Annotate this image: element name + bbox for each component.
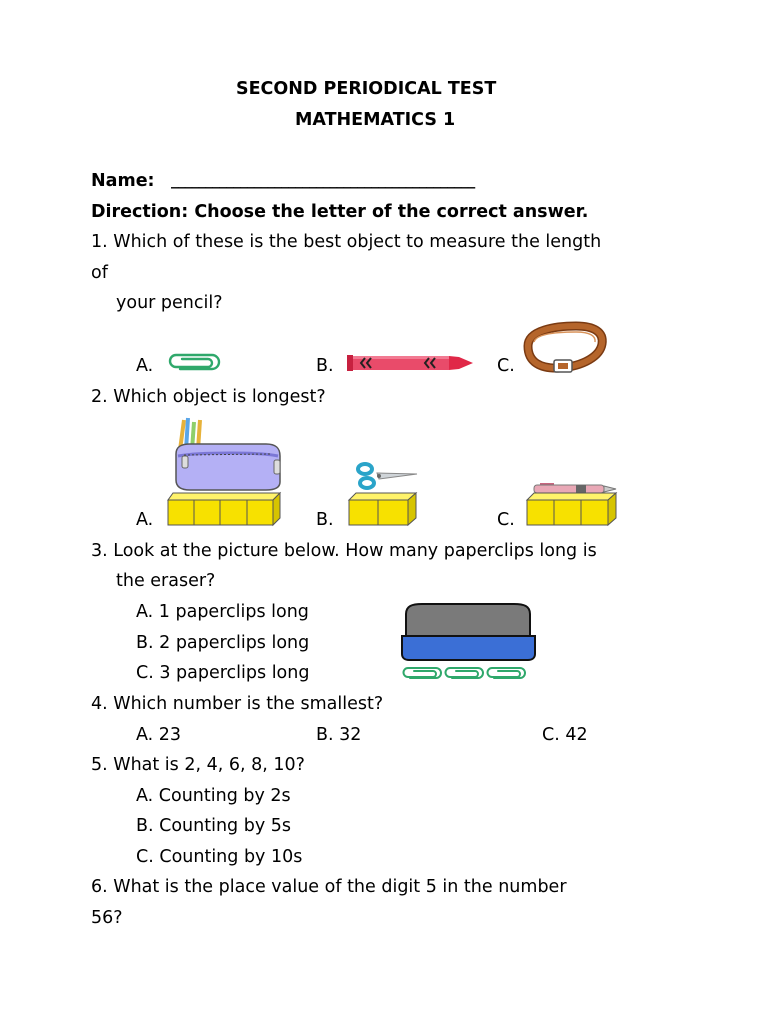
- direction-text: Direction: Choose the letter of the correct answer.: [91, 202, 589, 222]
- q1-line1: 1. Which of these is the best object to measure the length: [91, 232, 602, 252]
- q4-option-a[interactable]: A. 23: [136, 725, 182, 745]
- q3-line2: the eraser?: [116, 571, 216, 591]
- paperclip-icon: [166, 352, 222, 372]
- q4-option-b[interactable]: B. 32: [316, 725, 362, 745]
- cube-row-b: [348, 492, 418, 526]
- q6-line1: 6. What is the place value of the digit 5 in the number: [91, 877, 567, 897]
- name-blank[interactable]: ____________________________________________: [171, 171, 475, 189]
- q6-line2: 56?: [91, 908, 123, 928]
- q3-option-a[interactable]: A. 1 paperclips long: [136, 602, 309, 622]
- q1-line3: your pencil?: [116, 293, 223, 313]
- scissors-icon: [355, 460, 419, 492]
- q3-option-b[interactable]: B. 2 paperclips long: [136, 633, 310, 653]
- name-label: Name:: [91, 171, 155, 191]
- q2-option-a[interactable]: A.: [136, 510, 154, 530]
- q5-question: 5. What is 2, 4, 6, 8, 10?: [91, 755, 305, 775]
- q4-option-c[interactable]: C. 42: [542, 725, 588, 745]
- q1-option-a[interactable]: A.: [136, 356, 154, 376]
- q3-option-c[interactable]: C. 3 paperclips long: [136, 663, 310, 683]
- q2-question: 2. Which object is longest?: [91, 387, 326, 407]
- cube-row-a: [167, 492, 282, 526]
- subject-title: MATHEMATICS 1: [295, 110, 456, 130]
- pencil-case-icon: [170, 416, 286, 492]
- q4-question: 4. Which number is the smallest?: [91, 694, 384, 714]
- page-title: SECOND PERIODICAL TEST: [236, 79, 497, 99]
- paperclip-row-icon: [402, 665, 530, 681]
- q2-option-b[interactable]: B.: [316, 510, 334, 530]
- q1-option-b[interactable]: B.: [316, 356, 334, 376]
- q2-option-c[interactable]: C.: [497, 510, 515, 530]
- q5-option-b[interactable]: B. Counting by 5s: [136, 816, 292, 836]
- q1-line2: of: [91, 263, 108, 283]
- eraser-icon: [400, 602, 537, 662]
- q5-option-a[interactable]: A. Counting by 2s: [136, 786, 291, 806]
- belt-icon: [524, 322, 606, 374]
- q5-option-c[interactable]: C. Counting by 10s: [136, 847, 303, 867]
- crayon-icon: [347, 353, 475, 373]
- q1-option-c[interactable]: C.: [497, 356, 515, 376]
- cube-row-c: [526, 492, 618, 526]
- q3-line1: 3. Look at the picture below. How many paperclips long is: [91, 541, 597, 561]
